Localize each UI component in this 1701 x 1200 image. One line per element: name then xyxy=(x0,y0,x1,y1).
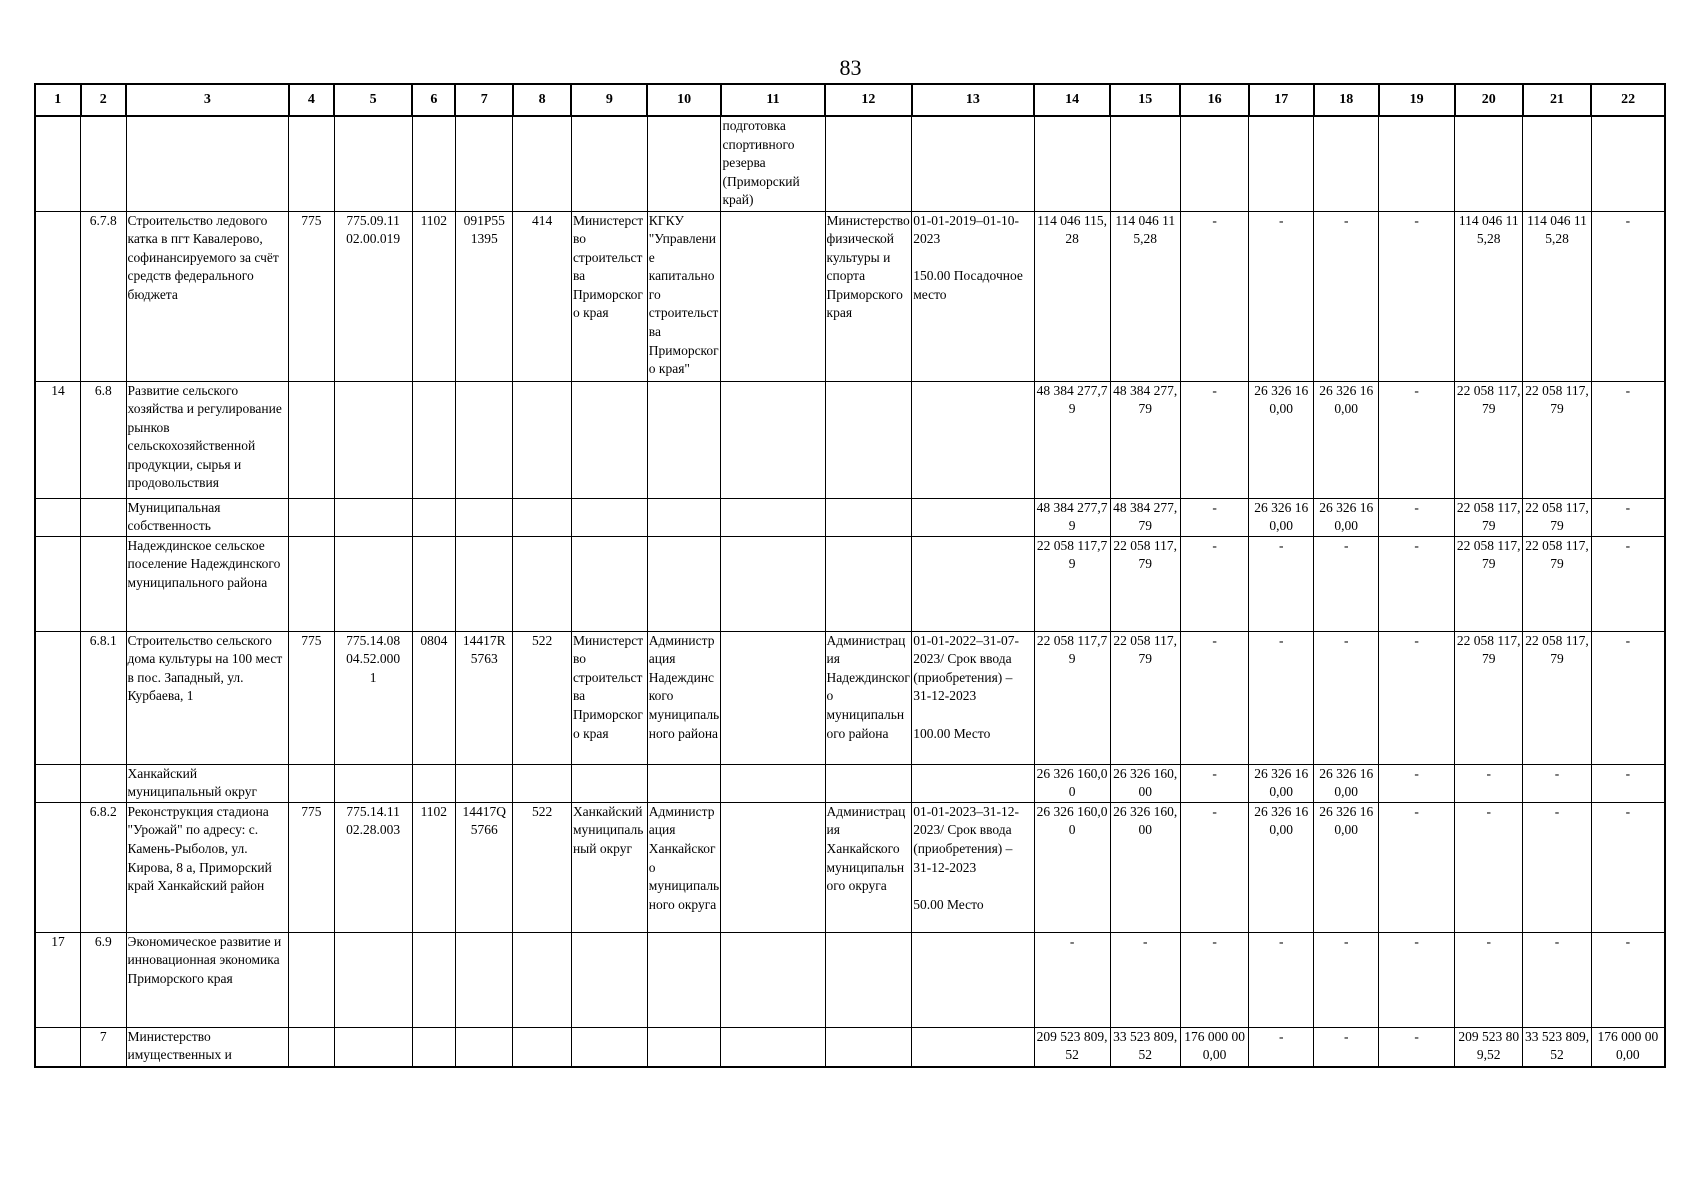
table-cell-col-19: - xyxy=(1379,631,1455,764)
table-row xyxy=(35,802,1665,932)
table-row xyxy=(35,1027,1665,1067)
table-cell-col-9 xyxy=(571,536,647,631)
table-cell-col-3: Экономическое развитие и инновационная экономика Приморского края xyxy=(126,932,289,1027)
column-header-18: 18 xyxy=(1314,84,1379,116)
table-cell-col-14: 48 384 277,79 xyxy=(1034,381,1110,498)
table-body xyxy=(35,116,1665,1067)
table-cell-col-11 xyxy=(721,932,825,1027)
table-cell-col-8 xyxy=(513,536,572,631)
table-cell-col-3: Развитие сельского хозяйства и регулирование рынков сельскохозяйственной продукции, сырья и продовольствия xyxy=(126,381,289,498)
table-cell-col-10 xyxy=(647,116,721,211)
table-cell-col-15: 48 384 277,79 xyxy=(1110,498,1180,536)
table-cell-col-15: 33 523 809,52 xyxy=(1110,1027,1180,1067)
table-cell-col-7 xyxy=(455,536,512,631)
table-cell-col-1 xyxy=(35,498,81,536)
table-cell-col-1 xyxy=(35,116,81,211)
table-cell-col-9 xyxy=(571,381,647,498)
table-cell-col-1 xyxy=(35,211,81,381)
table-cell-col-11 xyxy=(721,381,825,498)
table-cell-col-20: 114 046 115,28 xyxy=(1455,211,1523,381)
table-cell-col-4 xyxy=(289,932,335,1027)
table-cell-col-5 xyxy=(334,381,412,498)
table-cell-col-6 xyxy=(412,536,455,631)
table-cell-col-8 xyxy=(513,932,572,1027)
table-cell-col-14: 22 058 117,79 xyxy=(1034,536,1110,631)
table-cell-col-17 xyxy=(1249,116,1314,211)
table-cell-col-12 xyxy=(825,536,912,631)
column-header-7: 7 xyxy=(455,84,512,116)
table-cell-col-9 xyxy=(571,116,647,211)
table-cell-col-13 xyxy=(912,116,1034,211)
table-cell-col-3: Строительство сельского дома культуры на 100 мест в пос. Западный, ул. Курбаева, 1 xyxy=(126,631,289,764)
table-cell-col-2: 6.9 xyxy=(81,932,127,1027)
table-cell-col-15: 26 326 160,00 xyxy=(1110,802,1180,932)
table-cell-col-2 xyxy=(81,764,127,802)
table-row xyxy=(35,764,1665,802)
table-cell-col-16: - xyxy=(1180,932,1248,1027)
column-header-11: 11 xyxy=(721,84,825,116)
table-cell-col-22: - xyxy=(1591,802,1665,932)
table-cell-col-14: 26 326 160,00 xyxy=(1034,764,1110,802)
table-cell-col-19: - xyxy=(1379,1027,1455,1067)
table-cell-col-2: 6.8.2 xyxy=(81,802,127,932)
table-cell-col-1 xyxy=(35,631,81,764)
table-cell-col-22: - xyxy=(1591,211,1665,381)
table-cell-col-16: - xyxy=(1180,764,1248,802)
header-row xyxy=(35,84,1665,116)
table-cell-col-18 xyxy=(1314,116,1379,211)
table-cell-col-3: Надеждинское сельское поселение Надеждинского муниципального района xyxy=(126,536,289,631)
table-cell-col-22: 176 000 000,00 xyxy=(1591,1027,1665,1067)
table-cell-col-21: - xyxy=(1523,802,1591,932)
table-cell-col-2: 6.8.1 xyxy=(81,631,127,764)
table-cell-col-8: 414 xyxy=(513,211,572,381)
table-cell-col-20: 22 058 117,79 xyxy=(1455,631,1523,764)
table-cell-col-20: 209 523 809,52 xyxy=(1455,1027,1523,1067)
table-cell-col-7: 14417R 5763 xyxy=(455,631,512,764)
table-cell-col-16: - xyxy=(1180,631,1248,764)
table-cell-col-6: 1102 xyxy=(412,802,455,932)
column-header-4: 4 xyxy=(289,84,335,116)
table-cell-col-15: 22 058 117,79 xyxy=(1110,631,1180,764)
table-cell-col-1 xyxy=(35,536,81,631)
table-cell-col-20: - xyxy=(1455,764,1523,802)
table-cell-col-21: 22 058 117,79 xyxy=(1523,536,1591,631)
table-cell-col-3: Строительство ледового катка в пгт Кавалерово, софинансируемого за счёт средств федерального бюджета xyxy=(126,211,289,381)
table-cell-col-14: 48 384 277,79 xyxy=(1034,498,1110,536)
table-cell-col-11 xyxy=(721,498,825,536)
table-cell-col-15: 22 058 117,79 xyxy=(1110,536,1180,631)
column-header-22: 22 xyxy=(1591,84,1665,116)
table-cell-col-21 xyxy=(1523,116,1591,211)
table-cell-col-5 xyxy=(334,498,412,536)
budget-table xyxy=(34,83,1666,1068)
table-cell-col-22: - xyxy=(1591,381,1665,498)
table-cell-col-17: 26 326 160,00 xyxy=(1249,381,1314,498)
table-cell-col-15 xyxy=(1110,116,1180,211)
table-cell-col-18: - xyxy=(1314,932,1379,1027)
table-cell-col-14: 114 046 115,28 xyxy=(1034,211,1110,381)
table-cell-col-12 xyxy=(825,1027,912,1067)
table-cell-col-1: 14 xyxy=(35,381,81,498)
table-cell-col-1 xyxy=(35,764,81,802)
table-cell-col-19: - xyxy=(1379,498,1455,536)
table-cell-col-15: 26 326 160,00 xyxy=(1110,764,1180,802)
table-cell-col-20: 22 058 117,79 xyxy=(1455,381,1523,498)
table-cell-col-8: 522 xyxy=(513,631,572,764)
table-cell-col-7 xyxy=(455,498,512,536)
table-cell-col-11 xyxy=(721,1027,825,1067)
table-cell-col-17: 26 326 160,00 xyxy=(1249,802,1314,932)
table-row xyxy=(35,381,1665,498)
table-cell-col-18: 26 326 160,00 xyxy=(1314,764,1379,802)
table-cell-col-14: - xyxy=(1034,932,1110,1027)
table-cell-col-14: 22 058 117,79 xyxy=(1034,631,1110,764)
table-cell-col-6 xyxy=(412,116,455,211)
column-header-9: 9 xyxy=(571,84,647,116)
table-cell-col-6 xyxy=(412,932,455,1027)
table-cell-col-4 xyxy=(289,498,335,536)
table-cell-col-17: - xyxy=(1249,631,1314,764)
table-cell-col-12: Администрация Ханкайского муниципального округа xyxy=(825,802,912,932)
table-cell-col-2 xyxy=(81,498,127,536)
table-cell-col-9 xyxy=(571,1027,647,1067)
table-cell-col-5: 775.14.08 04.52.000 1 xyxy=(334,631,412,764)
table-cell-col-18: 26 326 160,00 xyxy=(1314,802,1379,932)
table-cell-col-14 xyxy=(1034,116,1110,211)
table-cell-col-21: 114 046 115,28 xyxy=(1523,211,1591,381)
table-row xyxy=(35,211,1665,381)
table-cell-col-7 xyxy=(455,1027,512,1067)
table-cell-col-18: - xyxy=(1314,211,1379,381)
table-cell-col-22: - xyxy=(1591,631,1665,764)
table-cell-col-6: 0804 xyxy=(412,631,455,764)
table-cell-col-7: 091P55 1395 xyxy=(455,211,512,381)
table-cell-col-8 xyxy=(513,1027,572,1067)
table-cell-col-5 xyxy=(334,1027,412,1067)
table-cell-col-13 xyxy=(912,498,1034,536)
table-cell-col-19: - xyxy=(1379,764,1455,802)
table-cell-col-21: - xyxy=(1523,932,1591,1027)
table-cell-col-3: Реконструкция стадиона "Урожай" по адресу: с. Камень-Рыболов, ул. Кирова, 8 а, Приморский край Ханкайский район xyxy=(126,802,289,932)
table-cell-col-9: Ханкайский муниципальный округ xyxy=(571,802,647,932)
table-cell-col-21: 22 058 117,79 xyxy=(1523,498,1591,536)
table-cell-col-4 xyxy=(289,381,335,498)
table-cell-col-6 xyxy=(412,764,455,802)
table-cell-col-4: 775 xyxy=(289,211,335,381)
table-cell-col-6 xyxy=(412,498,455,536)
table-cell-col-1 xyxy=(35,802,81,932)
table-cell-col-19: - xyxy=(1379,381,1455,498)
table-cell-col-13 xyxy=(912,536,1034,631)
table-cell-col-4: 775 xyxy=(289,631,335,764)
table-cell-col-20 xyxy=(1455,116,1523,211)
table-cell-col-13 xyxy=(912,932,1034,1027)
table-cell-col-4 xyxy=(289,764,335,802)
table-cell-col-5: 775.09.11 02.00.019 xyxy=(334,211,412,381)
column-header-21: 21 xyxy=(1523,84,1591,116)
table-cell-col-3: Муниципальная собственность xyxy=(126,498,289,536)
table-cell-col-11 xyxy=(721,764,825,802)
table-cell-col-18: 26 326 160,00 xyxy=(1314,381,1379,498)
table-cell-col-8 xyxy=(513,381,572,498)
table-cell-col-20: - xyxy=(1455,932,1523,1027)
table-cell-col-10 xyxy=(647,381,721,498)
column-header-19: 19 xyxy=(1379,84,1455,116)
table-cell-col-17: 26 326 160,00 xyxy=(1249,498,1314,536)
table-cell-col-14: 26 326 160,00 xyxy=(1034,802,1110,932)
table-cell-col-5 xyxy=(334,932,412,1027)
table-cell-col-8 xyxy=(513,764,572,802)
table-cell-col-5 xyxy=(334,764,412,802)
table-cell-col-4 xyxy=(289,1027,335,1067)
table-cell-col-18: - xyxy=(1314,1027,1379,1067)
table-row xyxy=(35,536,1665,631)
table-cell-col-8 xyxy=(513,116,572,211)
table-cell-col-18: 26 326 160,00 xyxy=(1314,498,1379,536)
table-cell-col-13: 01-01-2019–01-10-2023 150.00 Посадочное место xyxy=(912,211,1034,381)
column-header-8: 8 xyxy=(513,84,572,116)
column-header-20: 20 xyxy=(1455,84,1523,116)
table-cell-col-4: 775 xyxy=(289,802,335,932)
table-cell-col-12 xyxy=(825,932,912,1027)
table-cell-col-16: - xyxy=(1180,802,1248,932)
table-cell-col-16: - xyxy=(1180,211,1248,381)
column-header-13: 13 xyxy=(912,84,1034,116)
column-header-16: 16 xyxy=(1180,84,1248,116)
column-header-17: 17 xyxy=(1249,84,1314,116)
table-cell-col-2 xyxy=(81,116,127,211)
table-cell-col-17: - xyxy=(1249,211,1314,381)
table-cell-col-15: 48 384 277,79 xyxy=(1110,381,1180,498)
table-cell-col-10 xyxy=(647,764,721,802)
table-cell-col-2 xyxy=(81,536,127,631)
table-cell-col-13 xyxy=(912,1027,1034,1067)
column-header-1: 1 xyxy=(35,84,81,116)
table-cell-col-7 xyxy=(455,381,512,498)
table-cell-col-20: 22 058 117,79 xyxy=(1455,498,1523,536)
table-cell-col-5: 775.14.11 02.28.003 xyxy=(334,802,412,932)
table-row xyxy=(35,498,1665,536)
table-cell-col-16: - xyxy=(1180,536,1248,631)
table-cell-col-16: 176 000 000,00 xyxy=(1180,1027,1248,1067)
column-header-10: 10 xyxy=(647,84,721,116)
table-cell-col-9 xyxy=(571,764,647,802)
table-cell-col-3 xyxy=(126,116,289,211)
table-cell-col-15: - xyxy=(1110,932,1180,1027)
table-cell-col-10: КГКУ "Управление капитального строительства Приморского края" xyxy=(647,211,721,381)
table-cell-col-21: 33 523 809,52 xyxy=(1523,1027,1591,1067)
table-cell-col-8: 522 xyxy=(513,802,572,932)
table-cell-col-2: 7 xyxy=(81,1027,127,1067)
table-cell-col-21: 22 058 117,79 xyxy=(1523,381,1591,498)
table-cell-col-13 xyxy=(912,381,1034,498)
table-cell-col-5 xyxy=(334,536,412,631)
table-cell-col-11 xyxy=(721,631,825,764)
table-cell-col-11 xyxy=(721,802,825,932)
table-cell-col-11 xyxy=(721,211,825,381)
table-cell-col-2: 6.7.8 xyxy=(81,211,127,381)
column-header-2: 2 xyxy=(81,84,127,116)
table-cell-col-9: Министерство строительства Приморского края xyxy=(571,211,647,381)
table-row xyxy=(35,631,1665,764)
table-cell-col-22: - xyxy=(1591,498,1665,536)
column-header-15: 15 xyxy=(1110,84,1180,116)
table-cell-col-19 xyxy=(1379,116,1455,211)
table-cell-col-10 xyxy=(647,1027,721,1067)
table-cell-col-3: Министерство имущественных и xyxy=(126,1027,289,1067)
table-cell-col-21: 22 058 117,79 xyxy=(1523,631,1591,764)
table-cell-col-11 xyxy=(721,536,825,631)
table-cell-col-19: - xyxy=(1379,536,1455,631)
table-cell-col-14: 209 523 809,52 xyxy=(1034,1027,1110,1067)
table-cell-col-13: 01-01-2022–31-07-2023/ Срок ввода (приобретения) – 31-12-2023 100.00 Место xyxy=(912,631,1034,764)
table-cell-col-19: - xyxy=(1379,802,1455,932)
table-cell-col-3: Ханкайский муниципальный округ xyxy=(126,764,289,802)
column-header-5: 5 xyxy=(334,84,412,116)
column-header-3: 3 xyxy=(126,84,289,116)
table-cell-col-6: 1102 xyxy=(412,211,455,381)
table-cell-col-17: - xyxy=(1249,932,1314,1027)
table-cell-col-12: Министерство физической культуры и спорта Приморского края xyxy=(825,211,912,381)
table-cell-col-6 xyxy=(412,381,455,498)
table-cell-col-12 xyxy=(825,764,912,802)
table-cell-col-10 xyxy=(647,536,721,631)
table-cell-col-4 xyxy=(289,536,335,631)
table-cell-col-12: Администрация Надеждинского муниципального района xyxy=(825,631,912,764)
table-cell-col-13 xyxy=(912,764,1034,802)
column-header-6: 6 xyxy=(412,84,455,116)
table-cell-col-1: 17 xyxy=(35,932,81,1027)
column-header-12: 12 xyxy=(825,84,912,116)
table-cell-col-12 xyxy=(825,116,912,211)
table-cell-col-8 xyxy=(513,498,572,536)
table-cell-col-10: Администрация Ханкайского муниципального округа xyxy=(647,802,721,932)
table-cell-col-10 xyxy=(647,932,721,1027)
table-cell-col-21: - xyxy=(1523,764,1591,802)
table-cell-col-19: - xyxy=(1379,932,1455,1027)
table-cell-col-18: - xyxy=(1314,631,1379,764)
table-cell-col-19: - xyxy=(1379,211,1455,381)
table-cell-col-20: 22 058 117,79 xyxy=(1455,536,1523,631)
table-cell-col-16: - xyxy=(1180,498,1248,536)
table-cell-col-15: 114 046 115,28 xyxy=(1110,211,1180,381)
table-cell-col-16 xyxy=(1180,116,1248,211)
table-cell-col-22: - xyxy=(1591,764,1665,802)
table-cell-col-12 xyxy=(825,381,912,498)
table-cell-col-7 xyxy=(455,932,512,1027)
table-cell-col-10 xyxy=(647,498,721,536)
table-cell-col-16: - xyxy=(1180,381,1248,498)
table-cell-col-2: 6.8 xyxy=(81,381,127,498)
table-cell-col-6 xyxy=(412,1027,455,1067)
table-row xyxy=(35,116,1665,211)
table-cell-col-13: 01-01-2023–31-12-2023/ Срок ввода (приобретения) – 31-12-2023 50.00 Место xyxy=(912,802,1034,932)
table-cell-col-9 xyxy=(571,932,647,1027)
table-cell-col-12 xyxy=(825,498,912,536)
table-cell-col-17: - xyxy=(1249,536,1314,631)
table-cell-col-17: - xyxy=(1249,1027,1314,1067)
table-cell-col-9 xyxy=(571,498,647,536)
table-cell-col-18: - xyxy=(1314,536,1379,631)
table-cell-col-5 xyxy=(334,116,412,211)
table-cell-col-17: 26 326 160,00 xyxy=(1249,764,1314,802)
table-cell-col-22: - xyxy=(1591,932,1665,1027)
column-header-14: 14 xyxy=(1034,84,1110,116)
table-cell-col-7 xyxy=(455,116,512,211)
table-cell-col-10: Администрация Надеждинского муниципального района xyxy=(647,631,721,764)
table-cell-col-1 xyxy=(35,1027,81,1067)
table-cell-col-20: - xyxy=(1455,802,1523,932)
table-cell-col-7 xyxy=(455,764,512,802)
table-cell-col-22 xyxy=(1591,116,1665,211)
table-cell-col-11: подготовка спортивного резерва (Приморский край) xyxy=(721,116,825,211)
page-number: 83 xyxy=(839,55,862,80)
table-cell-col-7: 14417Q 5766 xyxy=(455,802,512,932)
table-cell-col-9: Министерство строительства Приморского края xyxy=(571,631,647,764)
table-row xyxy=(35,932,1665,1027)
table-cell-col-4 xyxy=(289,116,335,211)
table-cell-col-22: - xyxy=(1591,536,1665,631)
